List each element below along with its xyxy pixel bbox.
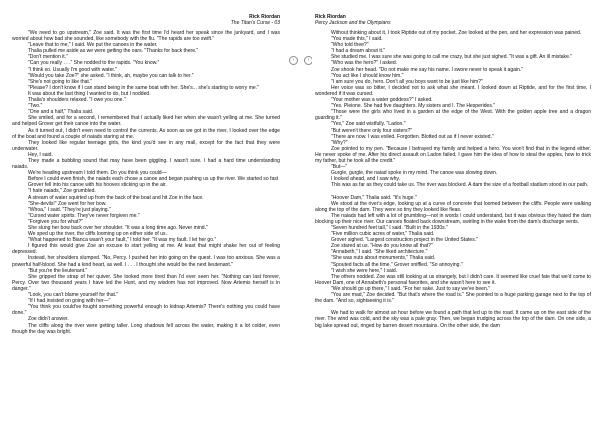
paragraph: "You made this," I said. xyxy=(331,36,383,43)
paragraph: "Leave that to me," I said. We put the canoes in the water. xyxy=(28,42,158,49)
paragraph: The others nodded. Zoe was still looking at us strangely, but I didn't care. It seemed like cruel fate that we'd come to Hoover Dam, one of Annabeth's personal favorites, and she wasn't here to see it. xyxy=(315,273,591,286)
paragraph: She studied me. I was sure she was going to call me crazy, but she just sighed. "It was a gift. An ill mistake." xyxy=(331,54,573,61)
paragraph: "I am sure you do, hero. Don't all you boys want to be just like him?" xyxy=(331,78,483,85)
paragraph: I looked ahead, and I saw why. xyxy=(331,176,400,183)
paragraph: Zoe didn't answer. xyxy=(28,316,69,323)
right-header-author: Rick Riordan xyxy=(315,14,346,20)
paragraph: "If I had insisted on going with her—" xyxy=(28,298,111,305)
paragraph: "Look, you can't blame yourself for that." xyxy=(28,292,119,299)
paragraph: We had to walk for almost an hour before we found a path that led up to the road. It came up on the east side of the river. The wind was cold, and the sky was a pale gray. Then, we began trudging across the top of the dam. On one side, a big lake spread out, ringed by barren desert mountains. On the other side, the dam xyxy=(315,310,591,329)
paragraph: "Who was the hero?" I asked. xyxy=(331,60,398,67)
paragraph: They looked like regular teenage girls, the kind you'd see in any mall, except for the fact that they were underwater. xyxy=(12,139,280,152)
paragraph: As it turned out, I didn't even need to control the currents. As soon as we got in the river, I looked over the edge of the boat and found a couple of naiads staring at me. xyxy=(12,127,280,140)
paragraph: "Your mother was a water goddess?" I asked. xyxy=(331,97,433,104)
paragraph: She gripped the strap of her quiver. She looked more tired than I'd ever seen her. "Nothing can last forever, Percy. Over two thousand years I have led the Hunt, and my wisdom has not improved. Now Artemis herself is in danger." xyxy=(12,273,280,292)
paragraph: "She was nuts about monuments," Thalia said. xyxy=(331,255,436,262)
paragraph: We stood at the river's edge, looking up at a curve of concrete that loomed between the cliffs. People were walking along the top of the dam. They were so tiny they looked like fleas. xyxy=(315,200,591,213)
paragraph: "Cursed water spirits. They've never forgiven me." xyxy=(28,212,140,219)
paragraph: Gurgle, gurgle, the naiad spoke in my mind. The canoe was slowing down. xyxy=(331,170,498,177)
paragraph: It was about the last thing I wanted to do, but I nodded. xyxy=(28,90,151,97)
paragraph: We're heading upstream I told them. Do you think you could— xyxy=(28,170,167,177)
paragraph: "Annabeth," I said. "She liked architecture." xyxy=(331,249,428,256)
paragraph: A stream of water squirted up from the back of the boat and hit Zoe in the face. xyxy=(28,194,204,201)
chevron-right-icon: › xyxy=(307,57,310,63)
paragraph: "But weren't there only four sisters?" xyxy=(331,127,413,134)
paragraph: "Can you really . . ." She nodded to the rapids. "You know." xyxy=(28,60,160,67)
paragraph: Her voice was so bitter, I decided not to ask what she meant. I looked down at Riptide, and for the first time, I wondered if it was cursed. xyxy=(315,84,591,97)
paragraph: "You are mad," Zoe decided. "But that's where the road is." She pointed to a huge parking garage next to the top of the dam. "And so, sightseeing it is." xyxy=(315,292,591,305)
paragraph: Zoe pointed to my pen. "Because I betrayed my family and helped a hero. You won't find that in the legend either. He never spoke of me. After his direct assault on Ladon failed, I gave him the idea of how to steal the apples, how to trick my father, but he took all the credit." xyxy=(315,145,591,164)
paragraph: "Why?" xyxy=(331,139,348,146)
paragraph: "Forgiven you for what?" xyxy=(28,218,83,225)
paragraph: Hey, I said. xyxy=(28,151,53,158)
paragraph: "She's not going to like that." xyxy=(28,78,93,85)
paragraph: She smiled, and for a second, I remembered that I actually liked her when she wasn't yelling at me. She turned and helped Grover get their canoe into the water. xyxy=(12,115,280,128)
paragraph: "Who told thee?" xyxy=(331,42,369,49)
left-page-body xyxy=(12,30,280,335)
paragraph: "Whoa," I said. "They're just playing." xyxy=(28,206,111,213)
paragraph: Grover fell into his canoe with his hooves sticking up in the air. xyxy=(28,182,167,189)
right-header-book-title: Percy Jackson and the Olympians xyxy=(315,20,391,26)
paragraph: Thalia's shoulders relaxed. "I owe you one." xyxy=(28,97,126,104)
paragraph: "I had a dream about it." xyxy=(331,48,386,55)
right-page-body xyxy=(315,30,591,329)
paragraph: "One and a half," Thalia said. xyxy=(28,109,94,116)
paragraph: "Yes," Zoe said wistfully. "Ladon." xyxy=(331,121,406,128)
paragraph: "Please? I don't know if I can stand being in the same boat with her. She's... she's starting to worry me." xyxy=(28,84,259,91)
paragraph: "I think so. Usually I'm good with water." xyxy=(28,66,117,73)
paragraph: "Yes. Pleione. She had five daughters. My sisters and I. The Hesperides." xyxy=(331,103,496,110)
page-navigation xyxy=(288,56,312,76)
paragraph: "I hate naiads," Zoe grumbled. xyxy=(28,188,96,195)
paragraph: Zoe stared at us. "How do you know all that?" xyxy=(331,243,433,250)
chevron-left-icon: ‹ xyxy=(292,57,295,63)
paragraph: "Seven hundred feet tall," I said. "Built in the 1930s." xyxy=(331,225,448,231)
paragraph: The cliffs along the river were getting taller. Long shadows fell across the water, making it a lot colder, even though the day was bright. xyxy=(12,322,280,335)
right-page xyxy=(312,0,600,424)
right-page-header xyxy=(315,14,391,26)
paragraph: Thalia pulled me aside as we were getting the oars. "Thanks for back there." xyxy=(28,48,199,55)
paragraph: "But—" xyxy=(331,164,348,171)
paragraph: "Spouted facts all the time." Grover sniffled. "So annoying." xyxy=(331,261,463,268)
paragraph: "There are now. I was exiled. Forgotten. Blotted out as if I never existed." xyxy=(331,133,494,140)
paragraph: "You think you could've fought something powerful enough to kidnap Artemis? There's nothing you could have done." xyxy=(12,304,280,317)
paragraph: "Two." xyxy=(28,103,43,110)
paragraph: "What happened to Bianca wasn't your fault," I told her. "It was my fault. I let her go." xyxy=(28,237,217,244)
paragraph: "Would you take Zoe?" she asked. "I think, ah, maybe you can talk to her." xyxy=(28,72,194,79)
paragraph: They made a bubbling sound that may have been giggling. I wasn't sure. I had a hard time understanding naiads. xyxy=(12,157,280,171)
paragraph: "But you're the lieutenant." xyxy=(28,267,88,274)
paragraph: Before I could even finish, the naiads each chose a canoe and began pushing us up the river. We started so fast xyxy=(28,176,279,183)
paragraph: We sped up the river, the cliffs looming up on either side of us. xyxy=(28,231,167,238)
paragraph: "Those were the girls who lived in a garden at the edge of the West. With the golden apple tree and a dragon guarding it." xyxy=(315,109,591,122)
left-header-author: Rick Riordan xyxy=(249,14,280,20)
paragraph: "Five million cubic acres of water," Thalia said. xyxy=(331,231,435,238)
paragraph: Zoe shook her head. "Do not make me say his name. I swore never to speak it again." xyxy=(331,66,524,73)
paragraph: "Hoover Dam," Thalia said. "It's huge." xyxy=(331,194,417,201)
paragraph: She slung her bow back over her shoulder. "It was a long time ago. Never mind." xyxy=(28,225,208,231)
paragraph: The naiads had left with a lot of grumbling—not in words I could understand, but it was obvious they hated the dam blocking up their nice river. Our canoes floated back downstream, swirling in the wake from the dam's discharge vents. xyxy=(315,212,591,225)
paragraph: "I wish she were here," I said. xyxy=(331,267,398,274)
paragraph: This was as far as they could take us. The river was blocked. A dam the size of a football stadium stood in our path. xyxy=(331,182,589,189)
paragraph: "You act like I should know him." xyxy=(331,72,404,79)
paragraph: "She-devils!" Zoe went for her bow. xyxy=(28,200,107,207)
paragraph: "We need to go upstream," Zoe said. It was the first time I'd heard her speak since the junkyard, and I was worried about how bad she sounded, like somebody with the flu. "The rapids are too swift." xyxy=(12,30,280,43)
paragraph: Without thinking about it, I took Riptide out of my pocket. Zoe looked at the pen, and her expression was pained. xyxy=(331,30,582,36)
paragraph: "Don't mention it." xyxy=(28,54,68,61)
left-page-header xyxy=(231,14,280,26)
previous-page-button[interactable] xyxy=(289,56,298,65)
left-header-book-title: The Titan's Curse - 03 xyxy=(230,20,280,26)
left-page xyxy=(0,0,288,424)
paragraph: Grover sighed. "Largest construction project in the United States." xyxy=(331,237,478,244)
paragraph: Instead, her shoulders slumped. "No, Percy. I pushed her into going on the quest. I was too anxious. She was a powerful half-blood. She had a kind heart, as well. I . . . I thought she would be the next lieutenant." xyxy=(12,255,280,268)
paragraph: I figured this would give Zoe an excuse to start yelling at me. At least that might shake her out of feeling depressed. xyxy=(12,243,280,256)
paragraph: "We should go up there," I said. "For her sake. Just to say we've been." xyxy=(331,285,490,292)
